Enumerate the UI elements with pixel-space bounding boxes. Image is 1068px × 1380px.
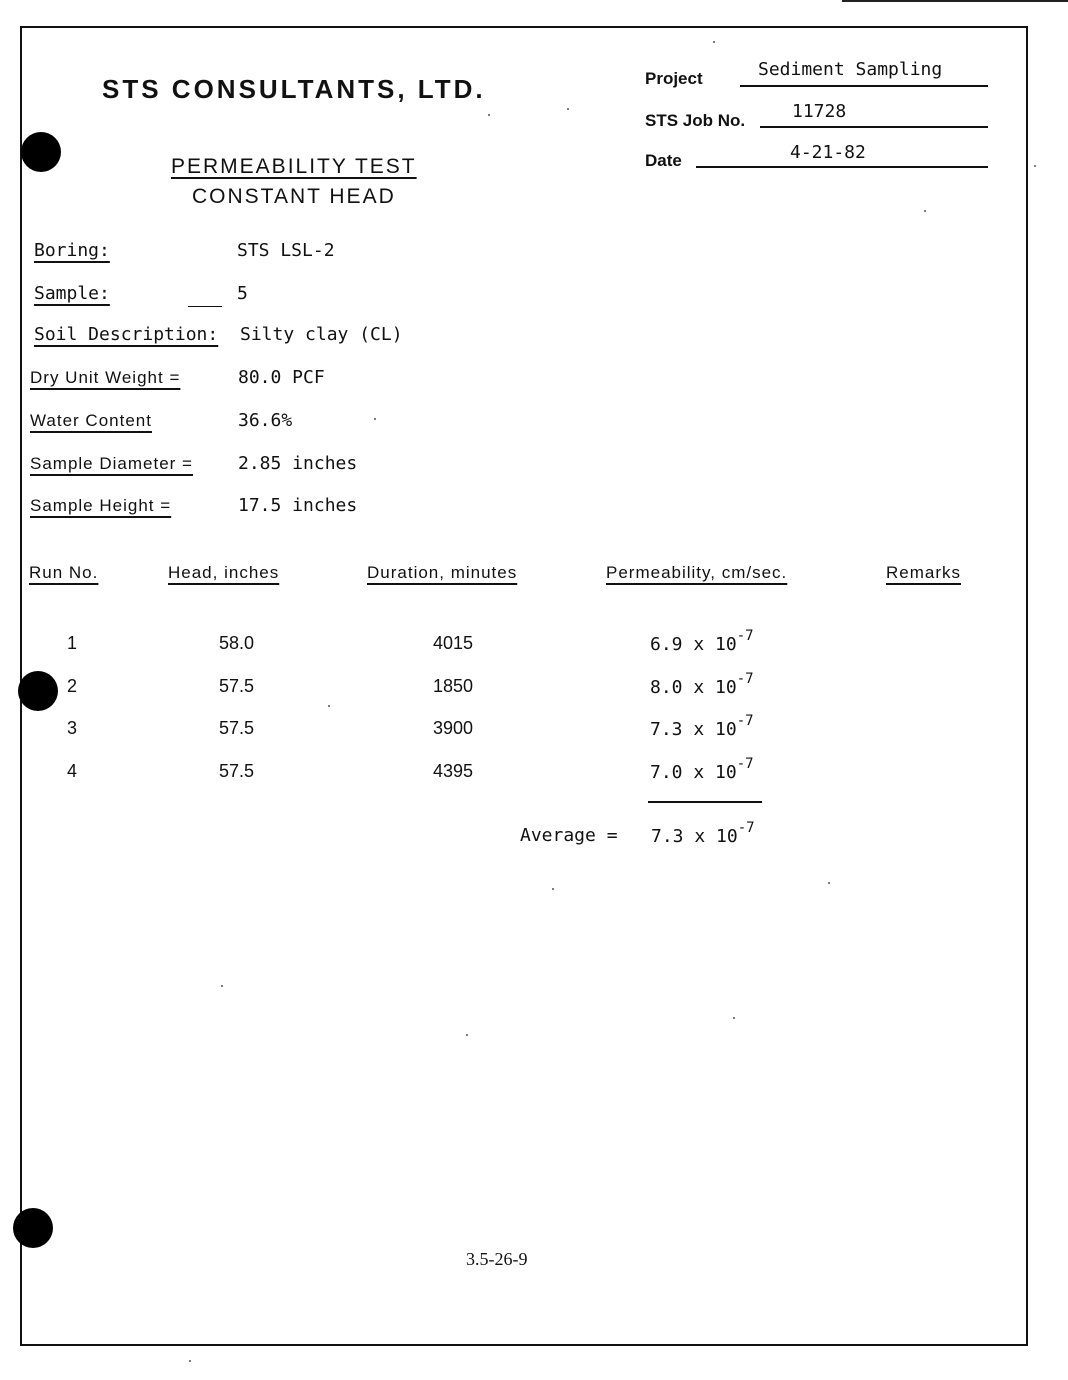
column-header-permeability: Permeability, cm/sec. [606, 563, 788, 582]
project-value: Sediment Sampling [758, 59, 943, 80]
run-number: 4 [67, 761, 78, 781]
binder-hole-middle [18, 671, 58, 711]
job-label: STS Job No. [645, 111, 746, 130]
water-content-value: 36.6% [238, 410, 293, 431]
column-header-run-no: Run No. [29, 563, 99, 582]
scan-speck [221, 985, 223, 987]
column-header-duration: Duration, minutes [367, 563, 518, 582]
column-header-head: Head, inches [168, 563, 280, 582]
scan-speck [328, 705, 330, 707]
scan-speck [828, 882, 830, 884]
scan-speck [488, 114, 490, 116]
date-value: 4-21-82 [790, 142, 866, 163]
scan-speck [466, 1034, 468, 1036]
scan-speck [1034, 165, 1036, 167]
average-value: 7.3 x $10^{-7}$ [651, 820, 755, 847]
head-value: 57.5 [219, 676, 255, 696]
test-title: PERMEABILITY TEST [171, 155, 417, 178]
run-number: 1 [67, 633, 78, 653]
sample-dash [188, 306, 222, 307]
scan-speck [713, 41, 715, 43]
average-label: Average = [520, 825, 618, 846]
test-subtitle: CONSTANT HEAD [192, 185, 396, 208]
job-value: 11728 [792, 101, 847, 122]
head-value: 57.5 [219, 718, 255, 738]
duration-value: 1850 [433, 676, 474, 696]
job-underline [760, 126, 988, 128]
duration-value: 4395 [433, 761, 474, 781]
scan-speck [567, 108, 569, 110]
dry-unit-weight-value: 80.0 PCF [238, 367, 325, 388]
sample-height-label: Sample Height = [30, 496, 172, 515]
binder-hole-bottom [13, 1208, 53, 1248]
project-underline [740, 85, 988, 87]
run-number: 3 [67, 718, 78, 738]
soil-description-label: Soil Description: [34, 324, 219, 345]
soil-description-value: Silty clay (CL) [240, 324, 403, 345]
project-label: Project [645, 69, 703, 88]
sample-value: 5 [237, 283, 248, 304]
duration-value: 4015 [433, 633, 474, 653]
head-value: 58.0 [219, 633, 255, 653]
dry-unit-weight-label: Dry Unit Weight = [30, 368, 181, 387]
permeability-value: 8.0 x $10^{-7}$ [650, 671, 754, 698]
date-underline [696, 166, 988, 168]
boring-value: STS LSL-2 [237, 240, 335, 261]
column-header-remarks: Remarks [886, 563, 962, 582]
sample-label: Sample: [34, 283, 110, 304]
scan-speck [733, 1017, 735, 1019]
average-rule [648, 801, 762, 803]
company-name: STS CONSULTANTS, LTD. [102, 74, 486, 104]
sample-height-value: 17.5 inches [238, 495, 358, 516]
duration-value: 3900 [433, 718, 474, 738]
permeability-value: 7.3 x $10^{-7}$ [650, 713, 754, 740]
page-number: 3.5-26-9 [466, 1249, 528, 1269]
run-number: 2 [67, 676, 78, 696]
boring-label: Boring: [34, 240, 110, 261]
sample-diameter-label: Sample Diameter = [30, 454, 193, 473]
binder-hole-top [21, 132, 61, 172]
permeability-value: 7.0 x $10^{-7}$ [650, 756, 754, 783]
permeability-value: 6.9 x $10^{-7}$ [650, 628, 754, 655]
scan-speck [374, 418, 376, 420]
scan-speck [189, 1360, 191, 1362]
date-label: Date [645, 151, 682, 170]
water-content-label: Water Content [30, 411, 152, 430]
document-frame [20, 26, 1028, 1346]
scan-speck [552, 888, 554, 890]
head-value: 57.5 [219, 761, 255, 781]
top-edge-line [842, 0, 1068, 2]
scan-speck [924, 210, 926, 212]
sample-diameter-value: 2.85 inches [238, 453, 358, 474]
